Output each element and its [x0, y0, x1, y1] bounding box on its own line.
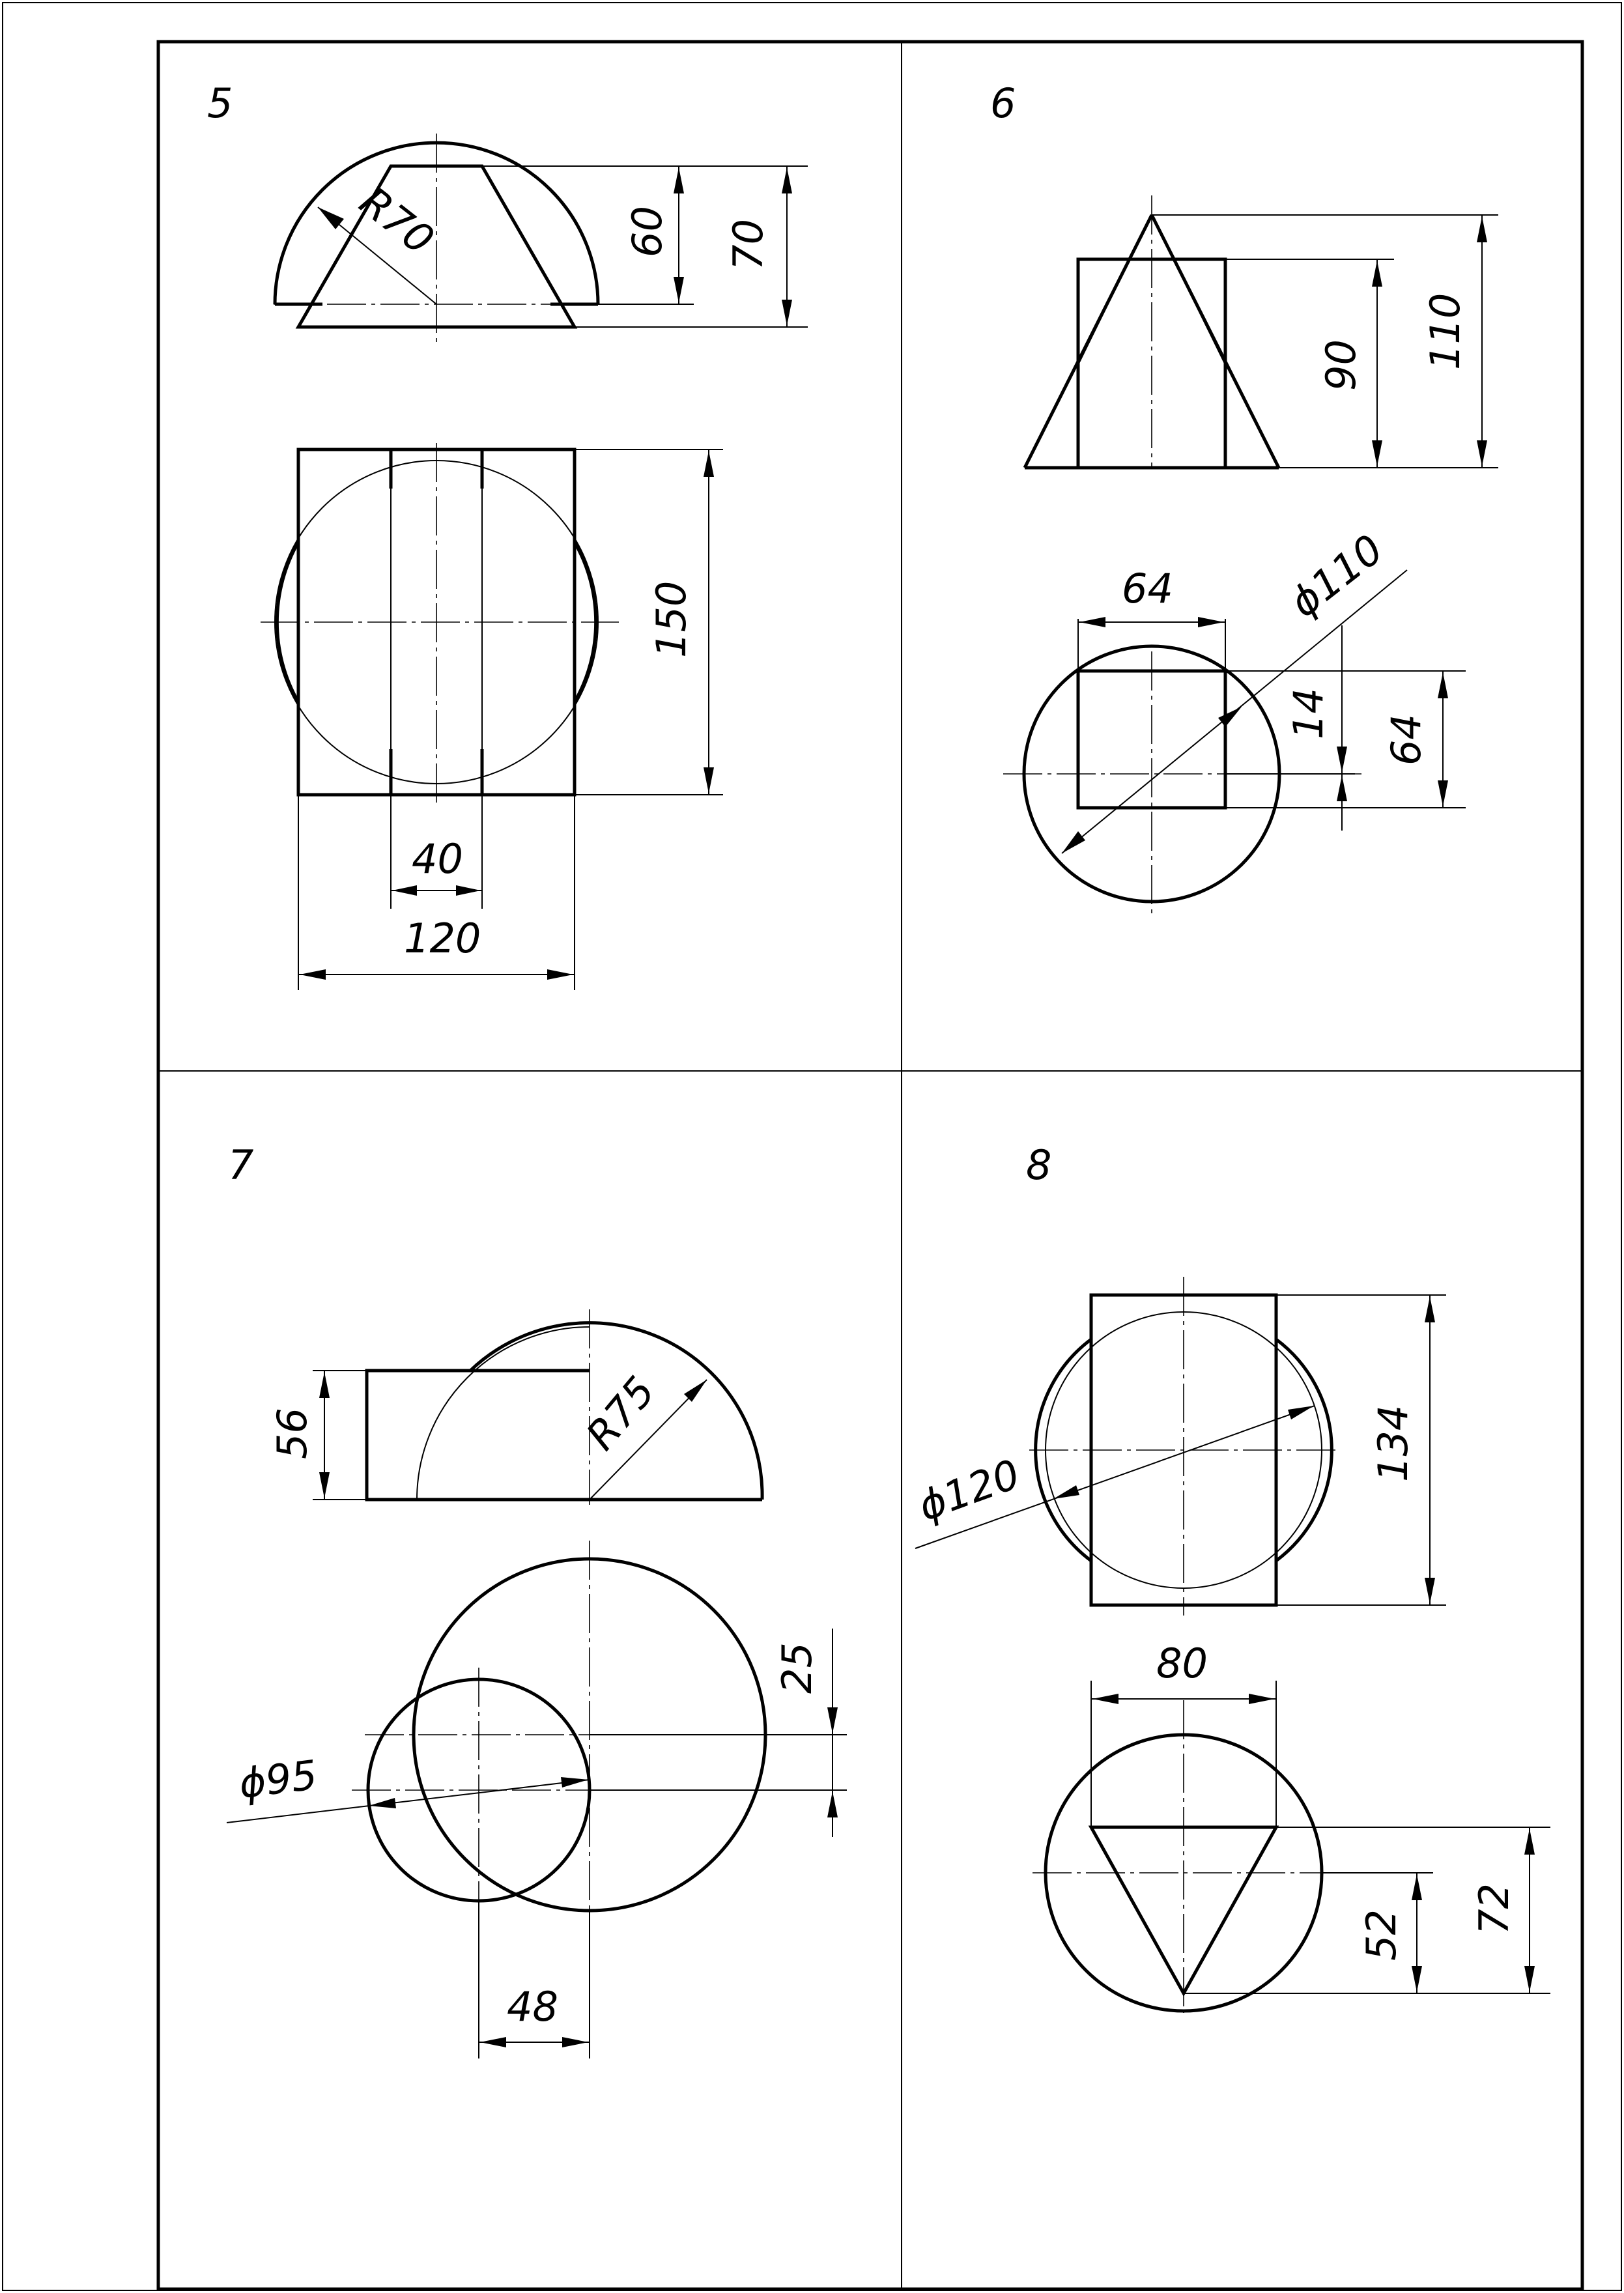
- panel-number: 6: [990, 79, 1016, 127]
- panel-number: 5: [207, 79, 233, 127]
- dim-25-label: 25: [773, 1642, 821, 1694]
- dim-52-label: 52: [1358, 1909, 1405, 1961]
- panel-6: [990, 79, 1498, 919]
- top-view: [261, 443, 723, 990]
- dim-72-label: 72: [1470, 1883, 1518, 1935]
- panel-5: [207, 79, 808, 990]
- radius-label: R75: [577, 1367, 664, 1459]
- front-view: [912, 1277, 1446, 1616]
- dim-14-label: 14: [1285, 688, 1332, 739]
- dim-diameter-label: ϕ95: [236, 1750, 320, 1808]
- dim-diameter-label: ϕ120: [912, 1450, 1026, 1531]
- dim-110-label: 110: [1421, 292, 1469, 370]
- dim-64-width-label: 64: [1122, 565, 1173, 612]
- radius-label: R70: [350, 177, 443, 264]
- dim-56-label: 56: [268, 1408, 316, 1459]
- prism-outline: [367, 1371, 762, 1500]
- top-view: [1003, 525, 1466, 919]
- panel-number: 7: [228, 1141, 254, 1189]
- panel-7: [227, 1141, 847, 2058]
- dim-diameter-label: ϕ110: [1281, 525, 1392, 627]
- dim-48-label: 48: [507, 1983, 558, 2030]
- dim-90-label: 90: [1317, 339, 1365, 391]
- front-view: [274, 134, 808, 342]
- front-view: [1025, 195, 1498, 469]
- dim-64-depth-label: 64: [1382, 714, 1430, 765]
- dim-70-label: 70: [724, 219, 772, 270]
- dim-120-label: 120: [404, 915, 481, 962]
- front-view: [268, 1309, 762, 1505]
- dim-60-label: 60: [623, 206, 671, 257]
- dim-40-label: 40: [412, 835, 463, 883]
- panel-8: [912, 1141, 1550, 2013]
- dim-134-label: 134: [1369, 1404, 1417, 1482]
- dim-80-label: 80: [1156, 1640, 1208, 1687]
- panel-number: 8: [1026, 1141, 1052, 1189]
- top-view: [227, 1541, 847, 2058]
- dim-150-label: 150: [648, 580, 695, 658]
- top-view: [1033, 1640, 1550, 2013]
